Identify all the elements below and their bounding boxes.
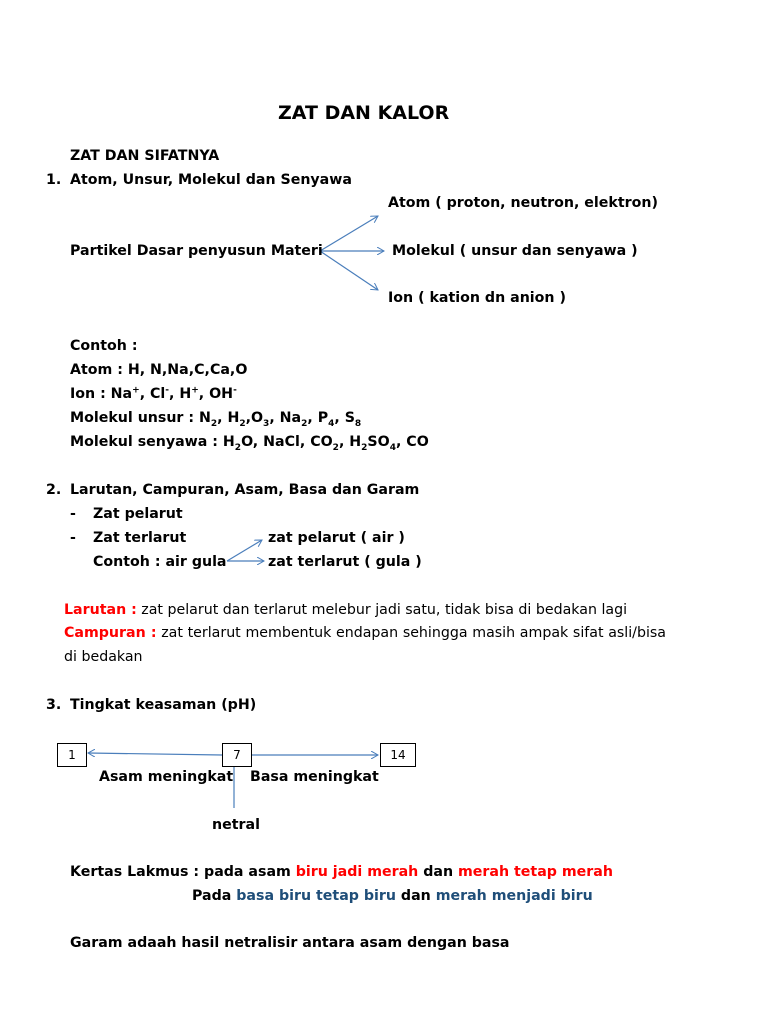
branch-atom: Atom ( proton, neutron, elektron) — [388, 195, 658, 211]
arrow-to-acid — [88, 753, 222, 755]
lakmus-line-1: Kertas Lakmus : pada asam biru jadi merah dan merah tetap merah — [70, 864, 613, 880]
neutral-label: netral — [212, 817, 260, 833]
ph-box-max: 14 — [380, 743, 416, 767]
item-1-heading: Atom, Unsur, Molekul dan Senyawa — [70, 172, 352, 188]
definition-larutan: Larutan : zat pelarut dan terlarut melebur jadi satu, tidak bisa di bedakan lagi — [64, 602, 628, 618]
garam-sentence: Garam adaah hasil netralisir antara asam dengan basa — [70, 935, 510, 951]
lakmus-line-2: Pada basa biru tetap biru dan merah menjadi biru — [192, 888, 593, 904]
arrow-to-atom — [320, 216, 378, 251]
item-2-number: 2. — [46, 482, 62, 498]
item-2-heading: Larutan, Campuran, Asam, Basa dan Garam — [70, 482, 420, 498]
example-branch-terlarut: zat terlarut ( gula ) — [268, 554, 422, 570]
ph-box-min: 1 — [57, 743, 87, 767]
particle-source: Partikel Dasar penyusun Materi — [70, 243, 323, 259]
bullet-dash: - — [70, 506, 76, 522]
bullet-dash: - — [70, 530, 76, 546]
acid-label: Asam meningkat — [99, 769, 234, 785]
contoh-ion: Ion : Na+, Cl-, H+, OH- — [70, 385, 237, 402]
definition-campuran: Campuran : zat terlarut membentuk endapan sehingga masih ampak sifat asli/bisa di bedakan — [64, 625, 666, 665]
example-branch-pelarut: zat pelarut ( air ) — [268, 530, 405, 546]
bullet-zat-terlarut: Zat terlarut — [93, 530, 187, 546]
branch-ion: Ion ( kation dn anion ) — [388, 290, 566, 306]
solution-arrows — [227, 540, 264, 561]
branch-molekul: Molekul ( unsur dan senyawa ) — [392, 243, 638, 259]
item-3-number: 3. — [46, 697, 62, 713]
arrow-to-pelarut — [227, 540, 262, 561]
arrow-to-ion — [320, 251, 378, 290]
ph-box-neutral: 7 — [222, 743, 252, 767]
contoh-molekul-unsur: Molekul unsur : $N_2$, $H_2,O_3$, $Na_2$, $P_4$, $S_8$ — [70, 410, 362, 429]
contoh-molekul-senyawa: Molekul senyawa : $H_2O$, NaCl, $CO_2$, $H_2SO_4$, CO — [70, 434, 429, 453]
particle-arrows — [320, 216, 384, 290]
item-1-number: 1. — [46, 172, 62, 188]
item-3-heading: Tingkat keasaman (pH) — [70, 697, 257, 713]
bullet-zat-pelarut: Zat pelarut — [93, 506, 183, 522]
section-heading: ZAT DAN SIFATNYA — [70, 148, 220, 164]
base-label: Basa meningkat — [250, 769, 379, 785]
example-label: Contoh : air gula — [93, 554, 227, 570]
contoh-label: Contoh : — [70, 338, 138, 354]
contoh-atom: Atom : H, N,Na,C,Ca,O — [70, 362, 248, 378]
page-title: ZAT DAN KALOR — [278, 102, 450, 124]
